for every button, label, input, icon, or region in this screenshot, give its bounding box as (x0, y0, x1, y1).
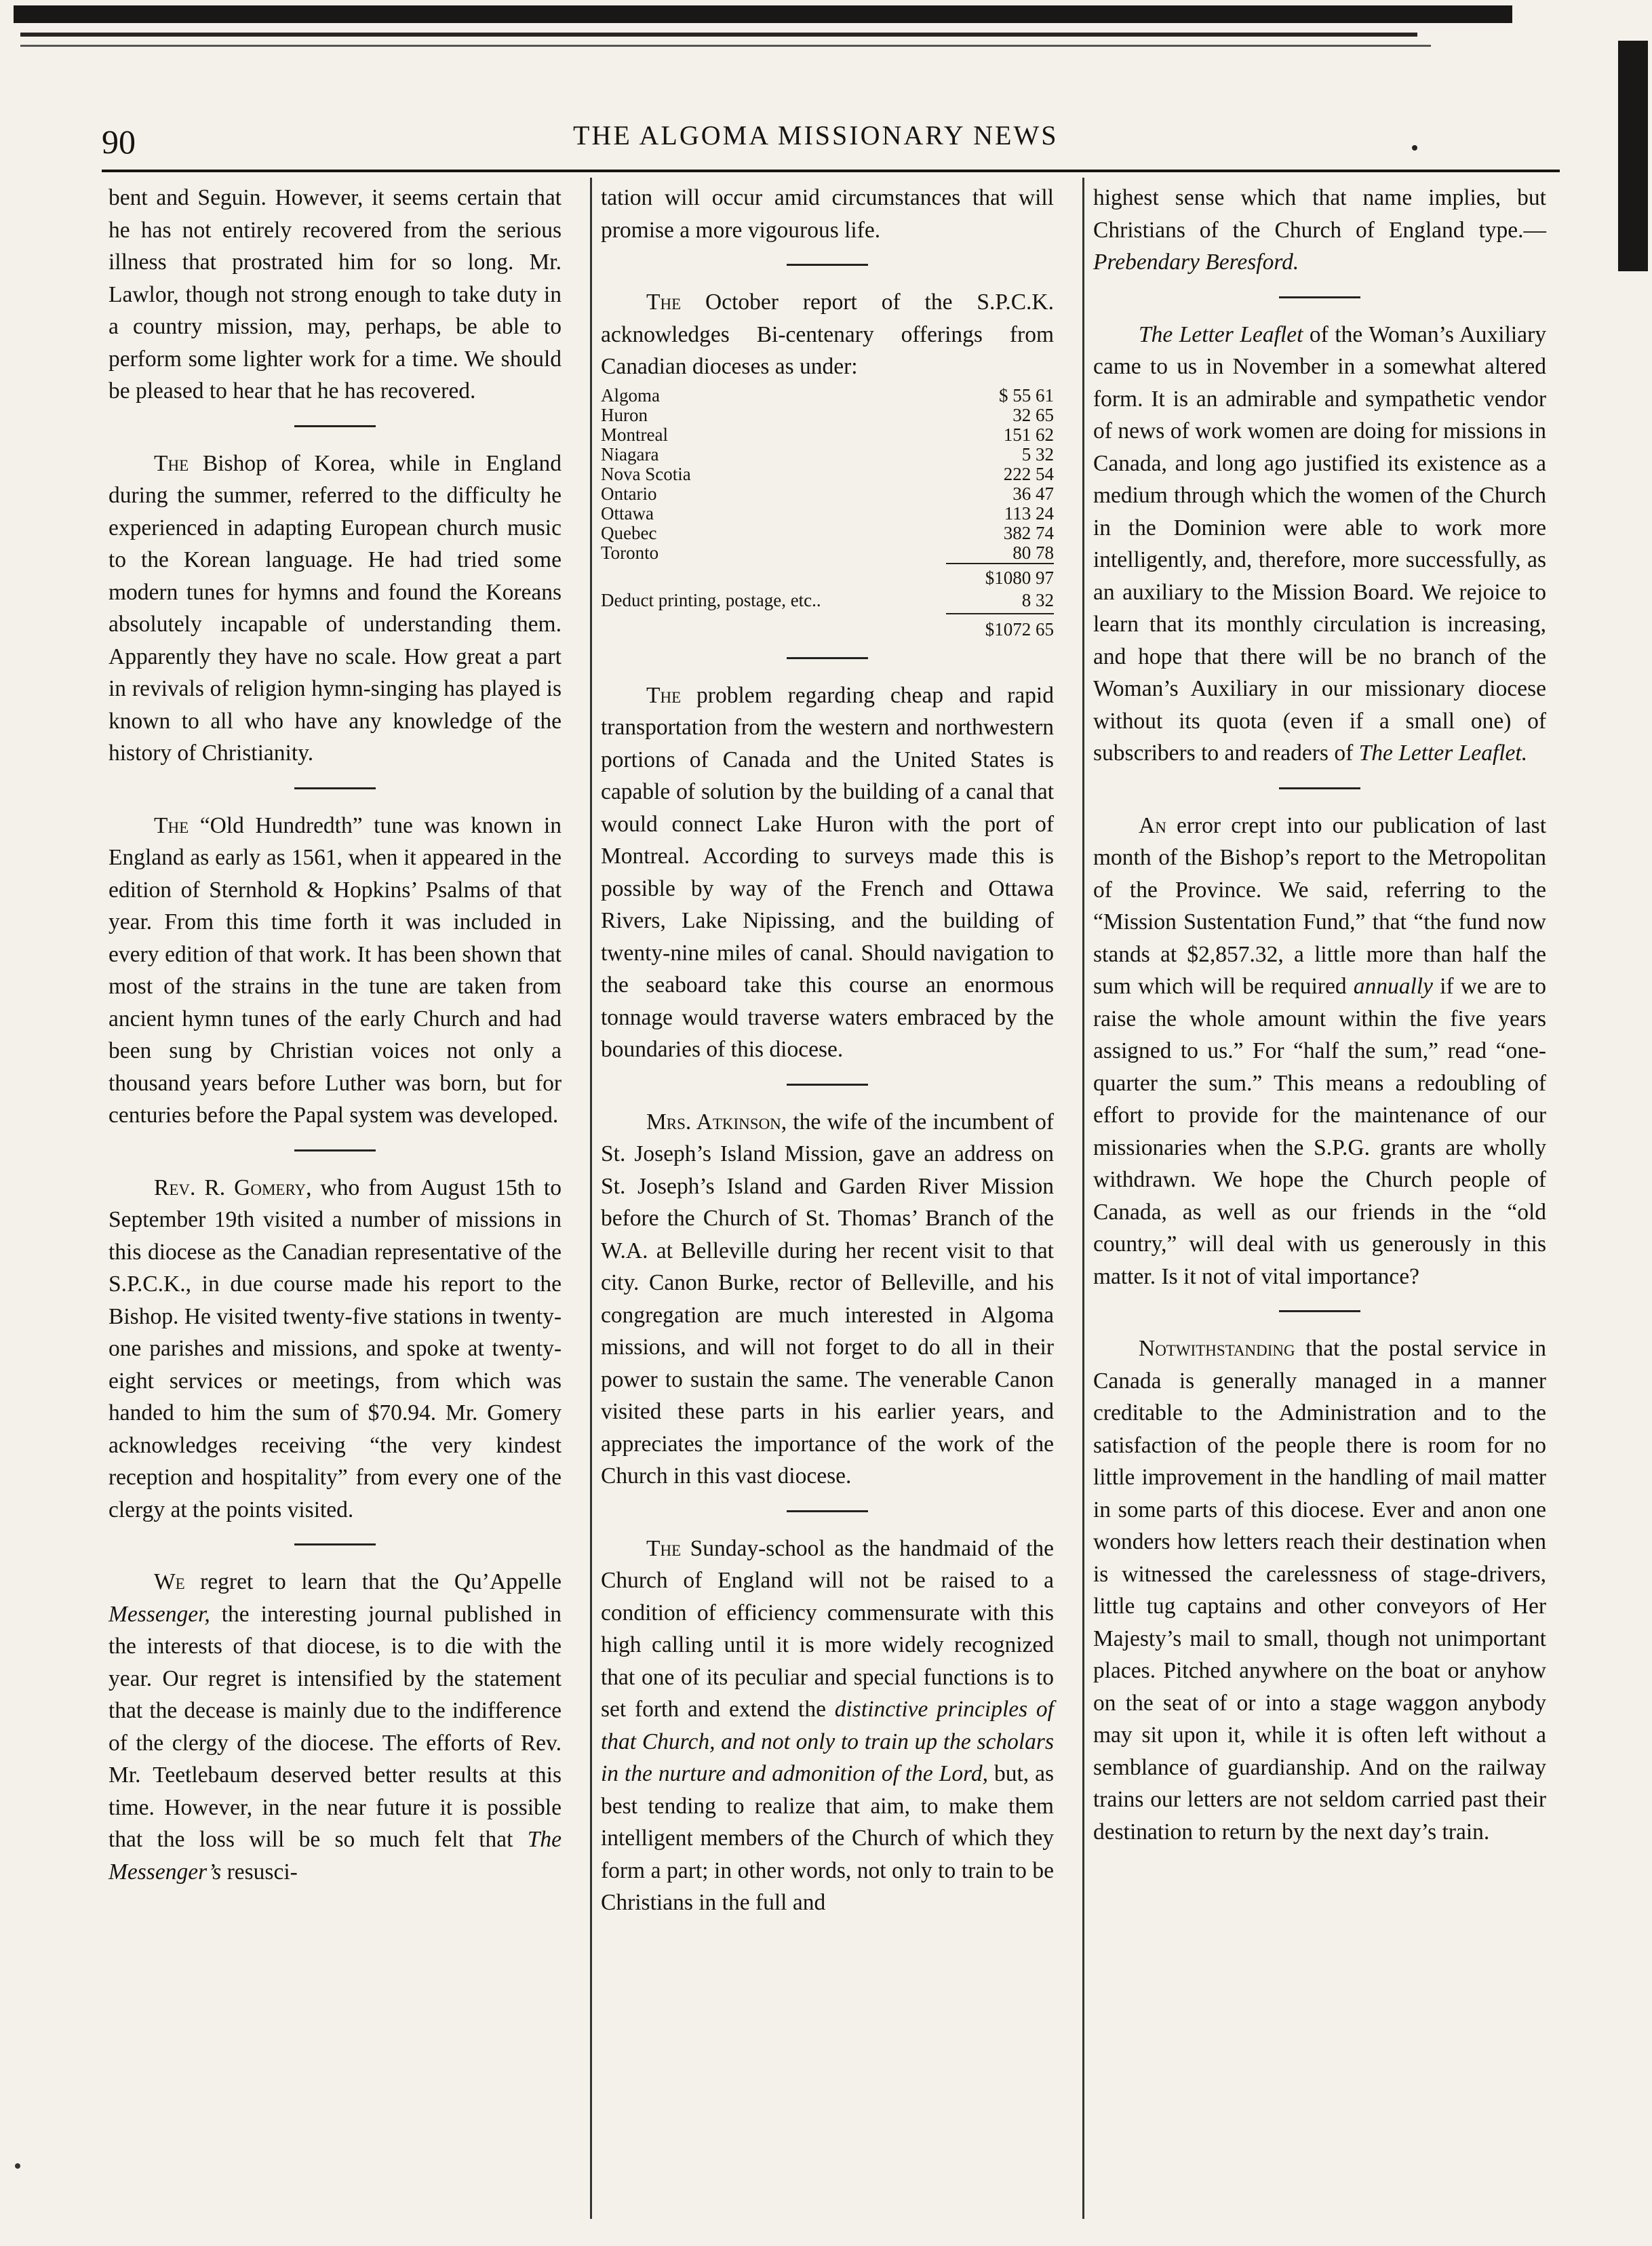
paragraph-gomery (109, 1172, 562, 1526)
column-divider-1 (590, 178, 592, 2219)
offering-row (601, 524, 1054, 543)
offering-row (601, 504, 1054, 524)
paragraph-beresford (1093, 182, 1546, 279)
offering-amount: 80 78 (1012, 542, 1054, 563)
paragraph-error (1093, 810, 1546, 1293)
top-border-rule-hairline (20, 45, 1431, 47)
offering-diocese: Nova Scotia (601, 463, 691, 484)
offering-diocese: Quebec (601, 522, 657, 543)
italic-title: The Messenger’s (109, 1827, 562, 1885)
offering-amount: $ 55 61 (999, 385, 1054, 406)
offering-amount: 5 32 (1021, 444, 1054, 465)
running-title: THE ALGOMA MISSIONARY NEWS (573, 120, 1059, 151)
offerings-total: $1080 97 (946, 564, 1054, 588)
section-separator (787, 264, 868, 266)
paragraph-text: the wife of the incumbent of St. Joseph’s Island Mission, gave an address on St. Joseph’s Island and Garden River Mission before the Church of St. Thomas’ Branch of the W.A. at Belleville during her recent visit to that city. Canon Burke, rector of Belleville, and his congregation are much interested in Algoma missions, and will not forget to do all in their power to sustain the same. The venerable Canon visited these parts in his earlier years, and appreciates the importance of the work of the Church in this vast diocese. (601, 1109, 1055, 1489)
paragraph-text: Bishop of Korea, while in England during the summer, referred to the difficulty he experienced in adapting European church music to the Korean language. He had tried some modern tunes for hymns and found the Koreans absolutely incapable of understanding them. Apparently they have no scale. How great a part in revivals of religion hymn-singing has played is known to all who have any knowledge of the history of Christianity. (109, 450, 562, 766)
deduct-amount: 8 32 (1021, 589, 1054, 610)
paragraph-text: October report of the S.P.C.K. acknowledges Bi-centenary offerings from Canadian dioceses as under: (601, 290, 1054, 379)
lead-word: Mrs. Atkinson, (646, 1109, 787, 1135)
offering-diocese: Huron (601, 404, 648, 425)
paragraph-text: if we are to raise the whole amount within the five years assigned to us.” For “half the sum,” read “one-quarter the sum.” This means a redoubling of effort to provide for the maintenance of our missionaries when the S.P.G. grants are wholly withdrawn. We hope the Church people of Canada, as well as our friends in the “old country,” will deal with us generously in this matter. Is it not of vital importance? (1093, 974, 1546, 1289)
offering-row (601, 543, 1054, 564)
paragraph-korea (109, 448, 562, 770)
section-separator (787, 1084, 868, 1086)
top-border-rule (14, 5, 1512, 23)
paragraph-text: Sunday-school as the handmaid of the Church of England will not be raised to a condition of efficiency commensurate with this high calling until it is more widely recognized that one of its peculiar and special functions is to set forth and extend the (601, 1535, 1054, 1722)
attribution: Prebendary Beresford. (1093, 250, 1299, 275)
column-3 (1093, 182, 1546, 1848)
paragraph-postal (1093, 1333, 1546, 1848)
column-2 (601, 182, 1054, 1919)
offering-amount: 36 47 (1012, 483, 1054, 504)
offering-row (601, 445, 1054, 465)
paragraph-text: resusci- (221, 1859, 298, 1885)
lead-word: The (646, 1535, 682, 1561)
paragraph-text: highest sense which that name implies, but Christians of the Church of England type.— (1093, 185, 1546, 243)
lead-word: Rev. R. Gomery, (154, 1175, 312, 1200)
net-total: $1072 65 (946, 614, 1054, 639)
offering-amount: 151 62 (1003, 424, 1054, 445)
italic-title: The Letter Leaflet. (1358, 741, 1528, 766)
header-dot (1412, 145, 1417, 151)
offering-diocese: Ottawa (601, 503, 654, 524)
italic-word: annually (1353, 974, 1433, 999)
paragraph-canal (601, 679, 1054, 1066)
page-number: 90 (102, 123, 136, 161)
paragraph-spck-report (601, 286, 1054, 383)
offering-diocese: Montreal (601, 424, 668, 445)
paragraph-text: error crept into our publication of last month of the Bishop’s report to the Metropolitan of the Province. We said, referring to the “Mission Sustentation Fund,” that “the fund now stands at $2,857.32, a little more than half the sum which will be required (1093, 812, 1546, 999)
offering-diocese: Toronto (601, 543, 659, 563)
section-separator (294, 787, 376, 789)
paragraph-letter-leaflet (1093, 319, 1546, 770)
lead-word: The (646, 290, 682, 315)
offering-row (601, 425, 1054, 445)
lead-word: The (154, 812, 189, 838)
lead-word: Notwithstanding (1139, 1336, 1295, 1361)
top-border-rule-thin (20, 33, 1417, 37)
offerings-total-row (601, 564, 1054, 588)
offering-row (601, 465, 1054, 484)
page-edge-mark (1618, 41, 1648, 271)
column-divider-2 (1082, 178, 1084, 2219)
paragraph-resuscitation: tation will occur amid circumstances that will promise a more vigourous life. (601, 185, 1054, 243)
column-1 (109, 182, 562, 1888)
net-total-row (601, 614, 1054, 639)
lead-word: We (154, 1569, 185, 1594)
section-separator (294, 1543, 376, 1545)
deduct-label: Deduct printing, postage, etc.. (601, 590, 821, 610)
paragraph-text: the interesting journal published in the interests of that diocese, is to die with the year. Our regret is intensified by the statement that the decease is mainly due to the indifference of the clergy of the diocese. The efforts of Rev. Mr. Teetlebaum deserved better results at this time. However, in the near future it is possible that the loss will be so much felt that (109, 1601, 562, 1852)
paragraph-text: regret to learn that the Qu’Appelle (184, 1569, 562, 1594)
paragraph-old-hundredth (109, 810, 562, 1132)
offering-row (601, 484, 1054, 504)
offering-diocese: Algoma (601, 385, 660, 406)
section-separator (1279, 787, 1360, 789)
section-separator (294, 425, 376, 427)
offering-amount: 382 74 (1003, 522, 1054, 543)
offering-diocese: Ontario (601, 483, 657, 504)
margin-dot (15, 2163, 20, 2169)
offering-amount: 222 54 (1003, 463, 1054, 484)
lead-word: The (154, 450, 189, 476)
italic-title: The Letter Leaflet (1139, 321, 1303, 347)
section-separator (294, 1149, 376, 1151)
offering-amount: 113 24 (1004, 503, 1054, 524)
offering-diocese: Niagara (601, 444, 659, 465)
paragraph-text: who from August 15th to September 19th visited a number of missions in this diocese as the Canadian representative of the S.P.C.K., in due course made his report to the Bishop. He visited twenty-five stations in twenty-one parishes and missions, and spoke at twenty-eight services or meetings, from which was handed to him the sum of $70.94. Mr. Gomery acknowledges receiving “the very kindest reception and hospitality” from every one of the clergy at the points visited. (109, 1175, 562, 1522)
paragraph-text: that the postal service in Canada is generally managed in a manner creditable to the Administration and to the satisfaction of the people there is room for no little improvement in the handling of mail matter in some parts of this diocese. Ever and anon one wonders how letters reach their destination when is witnessed the carelessness of stage-drivers, little tug captains and other conveyors of Her Majesty’s mail to small, though not unimportant places. Pitched anywhere on the boat or anyhow on the seat of or into a stage waggon anybody may sit upon it, while it is often left without a semblance of guardianship. And on the railway trains our letters are not seldom carried past their destination to return by the next day’s train. (1093, 1336, 1546, 1845)
paragraph-text: problem regarding cheap and rapid transportation from the western and northwestern portions of Canada and the United States is capable of solution by the building of a canal that would connect Lake Huron with the port of Montreal. According to surveys made this is possible by way of the French and Ottawa Rivers, Lake Nipissing, and the building of twenty-nine miles of canal. Should navigation to the seaboard take this course an enormous tonnage would traverse waters embraced by the boundaries of this diocese. (601, 682, 1054, 1062)
offering-row (601, 406, 1054, 425)
section-separator (1279, 1310, 1360, 1312)
lead-word: An (1139, 812, 1166, 838)
paragraph-text: “Old Hundredth” tune was known in England as early as 1561, when it appeared in the edition of Sternhold & Hopkins’ Psalms of that year. From this time forth it was included in every edition of that work. It has been shown that most of the strains in the tune are taken from ancient hymn tunes of the early Church and had been sung by Christian voices not only a thousand years before Luther was born, but for centuries before the Papal system was developed. (109, 812, 562, 1128)
deduct-row (601, 588, 1054, 614)
offerings-table (601, 386, 1054, 639)
header-rule (102, 170, 1560, 172)
section-separator (1279, 296, 1360, 298)
offering-amount: 32 65 (1012, 404, 1054, 425)
paragraph-sunday-school (601, 1533, 1054, 1919)
section-separator (787, 657, 868, 659)
section-separator (787, 1510, 868, 1512)
paragraph-atkinson (601, 1106, 1054, 1493)
italic-phrase: distinctive principles of that Church, and not only to train up the scholars in the nurture and admonition of the Lord, (601, 1697, 1054, 1786)
paragraph-text: of the Woman’s Auxiliary came to us in November in a somewhat altered form. It is an admirable and sympathetic vendor of news of work women are doing for missions in Canada, and long ago justified its existence as a medium through which the women of the Church in the Dominion were able to work more intelligently, and, therefore, more successfully, as an auxiliary to the Mission Board. We rejoice to learn that its monthly circulation is increasing, and hope that there will be no branch of the Woman’s Auxiliary in our missionary diocese without its quota (even if a small one) of subscribers to and readers of (1093, 321, 1547, 766)
paragraph-text: but, as best tending to realize that aim, to make them intelligent members of the Church of which they form a part; in other words, not only to train to be Christians in the full and (601, 1761, 1054, 1915)
offering-row (601, 386, 1054, 406)
paragraph-lawlor: bent and Seguin. However, it seems certain that he has not entirely recovered from the serious illness that prostrated him for so long. Mr. Lawlor, though not strong enough to take duty in a country mission, may, perhaps, be able to perform some lighter work for a time. We should be pleased to hear that he has recovered. (109, 185, 562, 403)
lead-word: The (646, 682, 682, 708)
italic-title: Messenger, (109, 1601, 210, 1627)
paragraph-messenger (109, 1566, 562, 1888)
